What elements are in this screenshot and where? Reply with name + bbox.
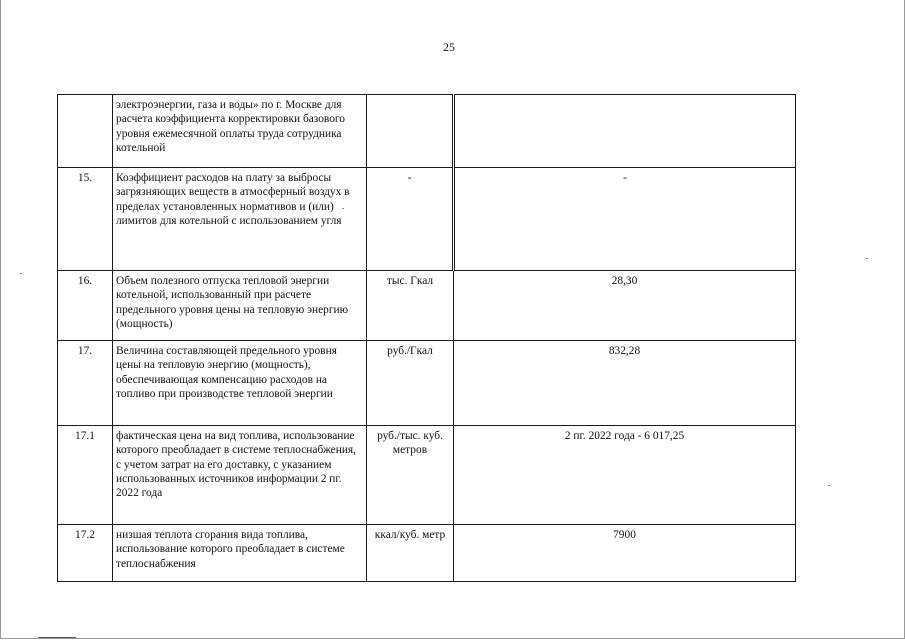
scan-speck — [828, 485, 830, 486]
table-row — [58, 168, 796, 271]
page-number: 25 — [443, 40, 455, 54]
scan-speck — [866, 258, 868, 259]
row-unit: руб./Гкал — [367, 341, 454, 426]
row-unit: ккал/куб. метр — [367, 525, 454, 582]
row-name: Величина составляющей предельного уровня цены на тепловую энергию (мощность), обеспечивающая компенсацию расходов на топливо при производстве тепловой энергии — [113, 341, 367, 426]
row-number: 17.2 — [58, 525, 113, 582]
row-value: 28,30 — [454, 271, 796, 341]
table-row — [58, 341, 796, 426]
scan-speck — [20, 273, 22, 274]
row-unit: - — [367, 168, 454, 271]
row-value: 7900 — [454, 525, 796, 582]
row-name: фактическая цена на вид топлива, использование которого преобладает в системе теплоснабжения, с учетом затрат на его доставку, с указанием использованных источников информации 2 пг. 2022 года — [113, 426, 367, 525]
row-number — [58, 95, 113, 168]
row-number: 15. — [58, 168, 113, 271]
tariff-table — [57, 94, 796, 582]
table-row — [58, 271, 796, 341]
row-name: Коэффициент расходов на плату за выбросы загрязняющих веществ в атмосферный воздух в пределах установленных нормативов и (или) лимитов для котельной с использованием угля — [113, 168, 367, 271]
row-unit — [367, 95, 454, 168]
row-value: - — [454, 168, 796, 271]
table-row — [58, 95, 796, 168]
footnote-rule — [38, 637, 76, 638]
row-unit: руб./тыс. куб. метров — [367, 426, 454, 525]
row-value — [454, 95, 796, 168]
row-name: Объем полезного отпуска тепловой энергии котельной, использованный при расчете предельного уровня цены на тепловую энергию (мощность) — [113, 271, 367, 341]
table-row — [58, 525, 796, 582]
row-name: низшая теплота сгорания вида топлива, использование которого преобладает в системе теплоснабжения — [113, 525, 367, 582]
row-value: 832,28 — [454, 341, 796, 426]
row-value: 2 пг. 2022 года - 6 017,25 — [454, 426, 796, 525]
row-number: 17. — [58, 341, 113, 426]
table-row — [58, 426, 796, 525]
row-number: 17.1 — [58, 426, 113, 525]
row-unit: тыс. Гкал — [367, 271, 454, 341]
row-name: электроэнергии, газа и воды» по г. Москве для расчета коэффициента корректировки базового уровня ежемесячной оплаты труда сотрудника котельной — [113, 95, 367, 168]
scan-speck — [342, 208, 344, 209]
row-number: 16. — [58, 271, 113, 341]
